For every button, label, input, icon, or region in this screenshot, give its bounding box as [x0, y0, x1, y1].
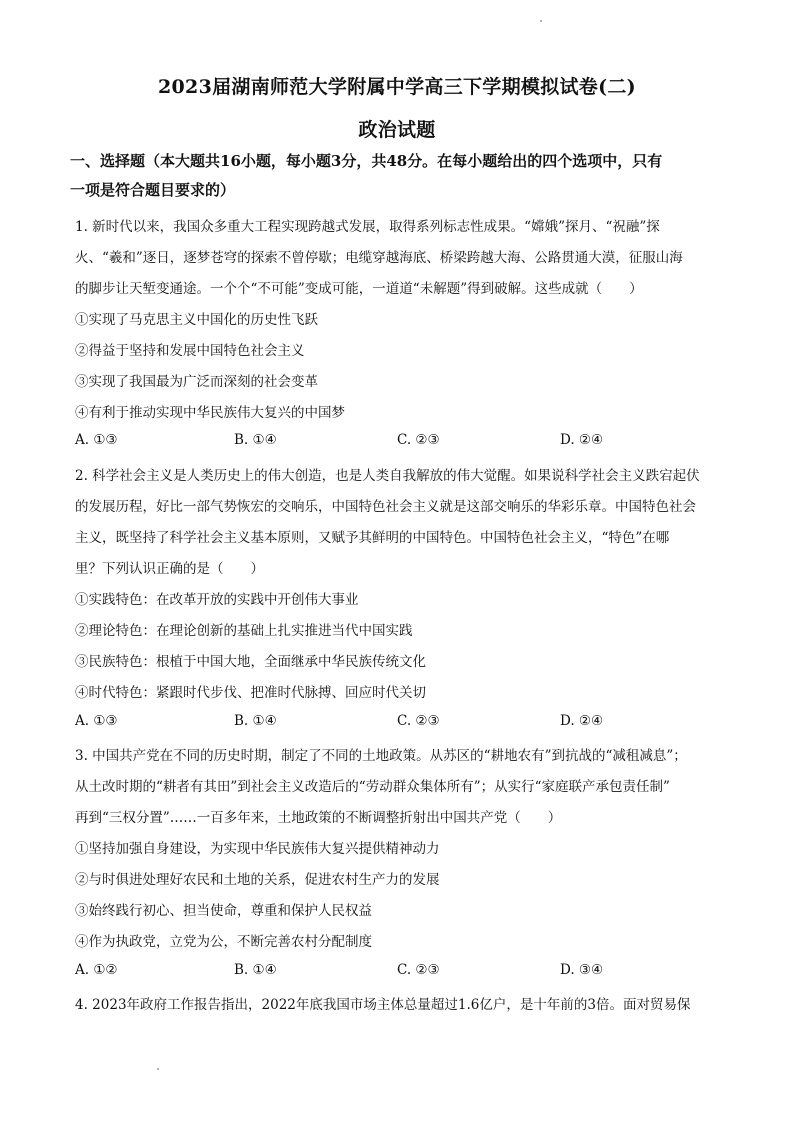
question-1-stem: 的脚步让天堑变通途。一个个“不可能”变成可能，一道道“未解题”得到破解。这些成就（ ） — [75, 281, 643, 297]
option-c[interactable]: C. ②③ — [397, 962, 440, 978]
option-a[interactable]: A. ①② — [75, 962, 118, 978]
section-heading: 一、选择题（本大题共16小题，每小题3分，共48分。在每小题给出的四个选项中，只有 — [70, 152, 663, 170]
question-2-stem: 主义，既坚持了科学社会主义基本原则，又赋予其鲜明的中国特色。中国特色社会主义，“特色”在哪 — [75, 530, 670, 546]
question-3-item: ①坚持加强自身建设，为实现中华民族伟大复兴提供精神动力 — [75, 841, 440, 857]
question-3-stem: 3. 中国共产党在不同的历史时期，制定了不同的土地政策。从苏区的“耕地农有”到抗战的“减租减息”； — [75, 748, 687, 764]
scan-speck — [540, 20, 542, 22]
question-2-stem: 的发展历程，好比一部气势恢宏的交响乐，中国特色社会主义就是这部交响乐的华彩乐章。中国特色社会 — [75, 499, 696, 515]
question-3-item: ③始终践行初心、担当使命，尊重和保护人民权益 — [75, 903, 372, 919]
question-2-item: ③民族特色：根植于中国大地，全面继承中华民族传统文化 — [75, 654, 426, 670]
question-2-item: ②理论特色：在理论创新的基础上扎实推进当代中国实践 — [75, 623, 413, 639]
section-heading-continued: 一项是符合题目要求的） — [70, 181, 236, 199]
option-b[interactable]: B. ①④ — [234, 962, 277, 978]
option-d[interactable]: D. ②④ — [560, 713, 604, 729]
exam-subject: 政治试题 — [358, 119, 436, 141]
question-1-item: ①实现了马克思主义中国化的历史性飞跃 — [75, 312, 318, 328]
option-c[interactable]: C. ②③ — [397, 713, 440, 729]
option-a[interactable]: A. ①③ — [75, 432, 118, 448]
question-4-stem: 4. 2023年政府工作报告指出，2022年底我国市场主体总量超过1.6亿户，是十年前的3倍。面对贸易保 — [75, 997, 691, 1013]
option-b[interactable]: B. ①④ — [234, 713, 277, 729]
question-1-stem: 火、“羲和”逐日，逐梦苍穹的探索不曾停歇；电缆穿越海底、桥梁跨越大海、公路贯通大漠，征服山海 — [75, 250, 683, 266]
option-d[interactable]: D. ③④ — [560, 962, 604, 978]
scan-speck — [157, 1068, 159, 1070]
question-1-item: ④有利于推动实现中华民族伟大复兴的中国梦 — [75, 405, 345, 421]
question-2-item: ④时代特色：紧跟时代步伐、把准时代脉搏、回应时代关切 — [75, 685, 426, 701]
question-1-stem: 1. 新时代以来，我国众多重大工程实现跨越式发展，取得系列标志性成果。“嫦娥”探月、“祝融”探 — [75, 219, 660, 235]
option-b[interactable]: B. ①④ — [234, 432, 277, 448]
question-3-stem: 再到“三权分置”……一百多年来，土地政策的不断调整折射出中国共产党（ ） — [75, 810, 562, 826]
question-3-item: ④作为执政党，立党为公，不断完善农村分配制度 — [75, 934, 372, 950]
question-1-item: ②得益于坚持和发展中国特色社会主义 — [75, 343, 305, 359]
question-2-item: ①实践特色：在改革开放的实践中开创伟大事业 — [75, 592, 359, 608]
question-2-stem: 2. 科学社会主义是人类历史上的伟大创造，也是人类自我解放的伟大觉醒。如果说科学社会主义跌宕起伏 — [75, 468, 700, 484]
question-1-options — [75, 432, 695, 452]
question-3-options — [75, 962, 695, 982]
question-3-stem: 从土改时期的“耕者有其田”到社会主义改造后的“劳动群众集体所有”；从实行“家庭联产承包责任制” — [75, 779, 670, 795]
option-c[interactable]: C. ②③ — [397, 432, 440, 448]
question-2-stem: 里？下列认识正确的是（ ） — [75, 561, 264, 577]
question-3-item: ②与时俱进处理好农民和土地的关系，促进农村生产力的发展 — [75, 872, 440, 888]
question-1-item: ③实现了我国最为广泛而深刻的社会变革 — [75, 374, 318, 390]
question-2-options — [75, 713, 695, 733]
option-d[interactable]: D. ②④ — [560, 432, 604, 448]
exam-title: 2023届湖南师范大学附属中学高三下学期模拟试卷(二) — [158, 76, 636, 98]
option-a[interactable]: A. ①③ — [75, 713, 118, 729]
